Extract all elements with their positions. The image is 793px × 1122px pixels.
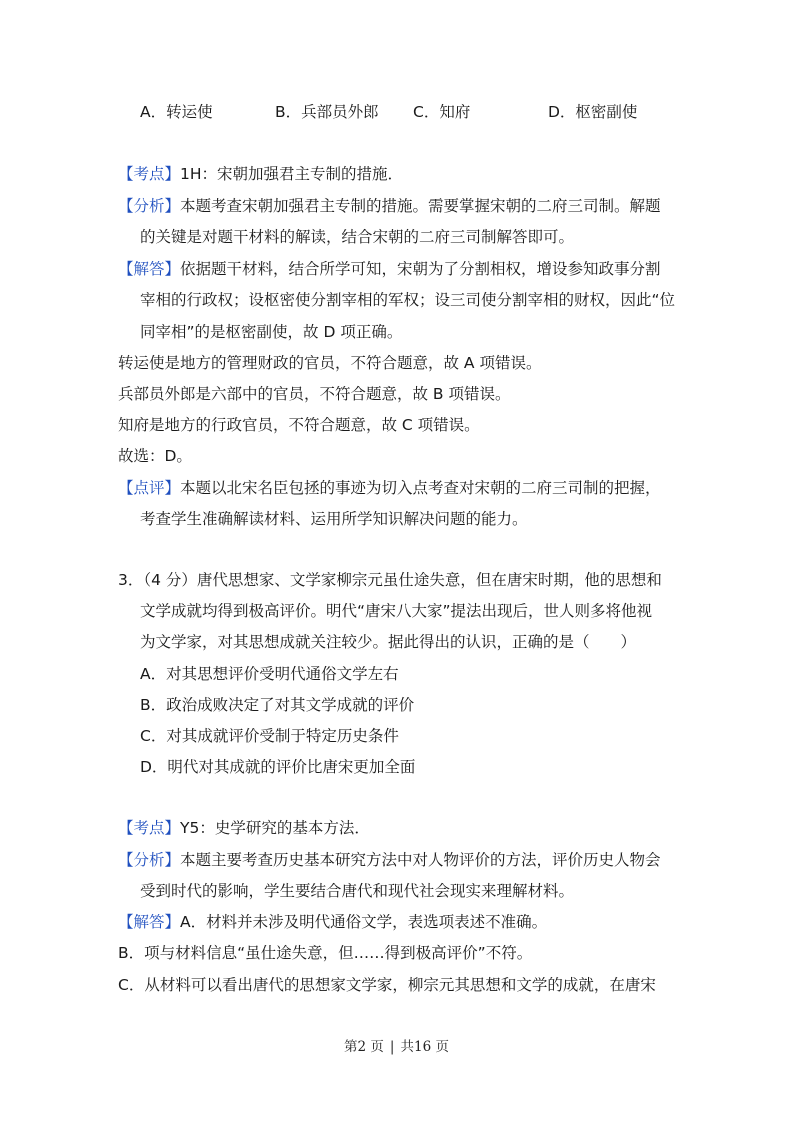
kaodian-text: 1H：宋朝加强君主专制的措施． [180, 165, 404, 183]
q3-jieda [118, 912, 547, 932]
kaodian-tag: 【考点】 [118, 819, 181, 837]
q3-option-a: A．对其思想评价受明代通俗文学左右 [140, 665, 399, 683]
option-b: B．兵部员外郎 [275, 103, 379, 121]
q3-stem-line3: 为文学家，对其思想成就关注较少。据此得出的认识，正确的是（ ） [140, 633, 637, 651]
jieda-text: A．材料并未涉及明代通俗文学，表选项表述不准确。 [180, 913, 548, 931]
kaodian-tag: 【考点】 [118, 165, 181, 183]
q3-line-c: C．从材料可以看出唐代的思想家文学家，柳宗元其思想和文学的成就，在唐宋 [118, 976, 656, 994]
q2-line-a: 转运使是地方的管理财政的官员，不符合题意，故 A 项错误。 [118, 354, 542, 372]
q3-kaodian [118, 818, 370, 838]
fenxi-tag: 【分析】 [118, 851, 181, 869]
q2-fenxi [118, 196, 661, 216]
dianping-text: 本题以北宋名臣包拯的事迹为切入点考查对宋朝的二府三司制的把握， [180, 479, 661, 497]
page-footer [0, 1037, 793, 1057]
jieda-tag: 【解答】 [118, 913, 181, 931]
q2-answer: 故选：D。 [118, 447, 192, 465]
q3-option-c: C．对其成就评价受制于特定历史条件 [140, 727, 399, 745]
q2-dianping [118, 478, 661, 498]
q2-jieda-line3: 同宰相”的是枢密副使，故 D 项正确。 [140, 323, 403, 341]
q2-jieda [118, 259, 661, 279]
option-c: C．知府 [413, 103, 471, 121]
jieda-text: 依据题干材料，结合所学可知，宋朝为了分割相权，增设参知政事分割 [180, 260, 661, 278]
total-pages: 共16 页 [400, 1039, 449, 1055]
q3-option-d: D．明代对其成就的评价比唐宋更加全面 [140, 758, 416, 776]
page-number: 第2 页 [344, 1039, 384, 1055]
q3-fenxi [118, 850, 661, 870]
q3-stem-line2: 文学成就均得到极高评价。明代“唐宋八大家”提法出现后，世人则多将他视 [140, 602, 653, 620]
q3-stem-line1: 3．（4 分）唐代思想家、文学家柳宗元虽仕途失意，但在唐宋时期，他的思想和 [118, 571, 662, 589]
option-d: D．枢密副使 [548, 103, 638, 121]
q2-kaodian [118, 164, 403, 184]
q3-line-b: B．项与材料信息“虽仕途失意，但……得到极高评价”不符。 [118, 944, 533, 962]
q3-fenxi-line2: 受到时代的影响，学生要结合唐代和现代社会现实来理解材料。 [140, 882, 575, 900]
dianping-tag: 【点评】 [118, 479, 181, 497]
fenxi-tag: 【分析】 [118, 197, 181, 215]
jieda-tag: 【解答】 [118, 260, 181, 278]
fenxi-text: 本题主要考查历史基本研究方法中对人物评价的方法，评价历史人物会 [180, 851, 661, 869]
option-a: A．转运使 [140, 103, 213, 121]
q2-line-b: 兵部员外郎是六部中的官员，不符合题意，故 B 项错误。 [118, 385, 511, 403]
q2-fenxi-line2: 的关键是对题干材料的解读，结合宋朝的二府三司制解答即可。 [140, 228, 575, 246]
q2-line-c: 知府是地方的行政官员，不符合题意，故 C 项错误。 [118, 416, 480, 434]
footer-separator: | [389, 1039, 395, 1055]
q2-jieda-line2: 宰相的行政权；设枢密使分割宰相的军权；设三司使分割宰相的财权，因此“位 [140, 291, 676, 309]
fenxi-text: 本题考查宋朝加强君主专制的措施。需要掌握宋朝的二府三司制。解题 [180, 197, 661, 215]
q2-dianping-line2: 考查学生准确解读材料、运用所学知识解决问题的能力。 [140, 510, 528, 528]
q3-option-b: B．政治成败决定了对其文学成就的评价 [140, 696, 415, 714]
kaodian-text: Y5：史学研究的基本方法． [180, 819, 370, 837]
